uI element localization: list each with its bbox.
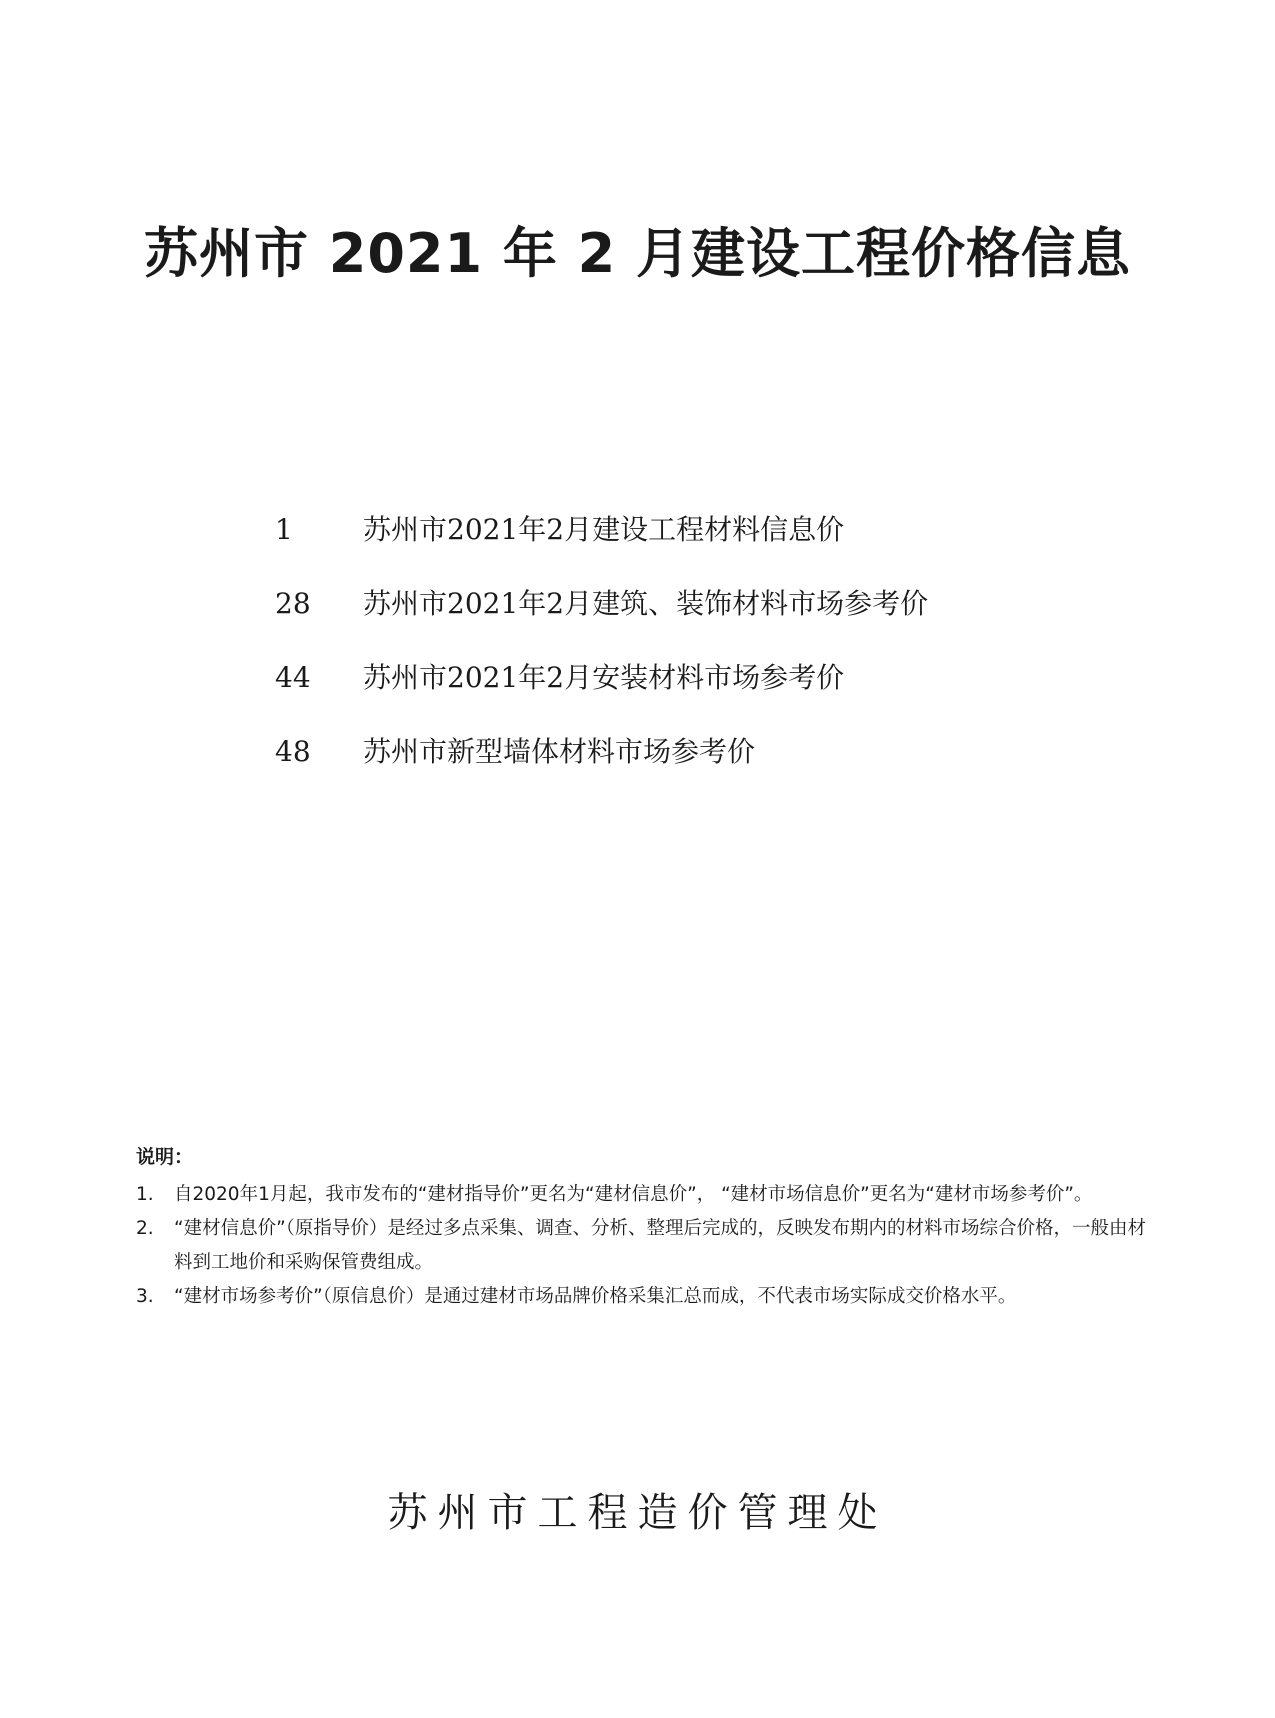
toc-entry-label: 苏州市2021年2月建设工程材料信息价 — [363, 513, 845, 546]
toc-page-number: 44 — [275, 661, 311, 694]
toc-page-number: 48 — [275, 735, 311, 768]
note-item — [136, 1280, 1146, 1314]
page-title: 苏州市 2021 年 2 月建设工程价格信息 — [143, 222, 1132, 285]
note-number: 2. — [136, 1218, 154, 1239]
note-text: “建材信息价”（原指导价）是经过多点采集、调查、分析、整理后完成的，反映发布期内的材料市场综合价格，一般由材料到工地价和采购保管费组成。 — [174, 1218, 1146, 1273]
toc-item[interactable] — [275, 732, 1075, 806]
note-text: 自2020年1月起，我市发布的“建材指导价”更名为“建材信息价”， “建材市场信息价”更名为“建材市场参考价”。 — [174, 1184, 1093, 1205]
note-text: “建材市场参考价”（原信息价）是通过建材市场品牌价格采集汇总而成，不代表市场实际成交价格水平。 — [174, 1286, 1017, 1307]
toc-entry-label: 苏州市2021年2月安装材料市场参考价 — [363, 661, 845, 694]
toc-page-number: 1 — [275, 513, 293, 546]
toc-item[interactable] — [275, 510, 1075, 584]
toc-item[interactable] — [275, 658, 1075, 732]
publisher-name: 苏州市工程造价管理处 — [387, 1490, 888, 1536]
toc-entry-label: 苏州市新型墙体材料市场参考价 — [363, 735, 756, 768]
table-of-contents — [275, 510, 1075, 806]
notes-section — [136, 1140, 1146, 1314]
note-item — [136, 1178, 1146, 1212]
note-number: 1. — [136, 1184, 154, 1205]
notes-heading: 说明： — [136, 1146, 194, 1168]
note-number: 3. — [136, 1286, 154, 1307]
toc-item[interactable] — [275, 584, 1075, 658]
note-item — [136, 1212, 1146, 1280]
toc-page-number: 28 — [275, 587, 311, 620]
toc-entry-label: 苏州市2021年2月建筑、装饰材料市场参考价 — [363, 587, 929, 620]
